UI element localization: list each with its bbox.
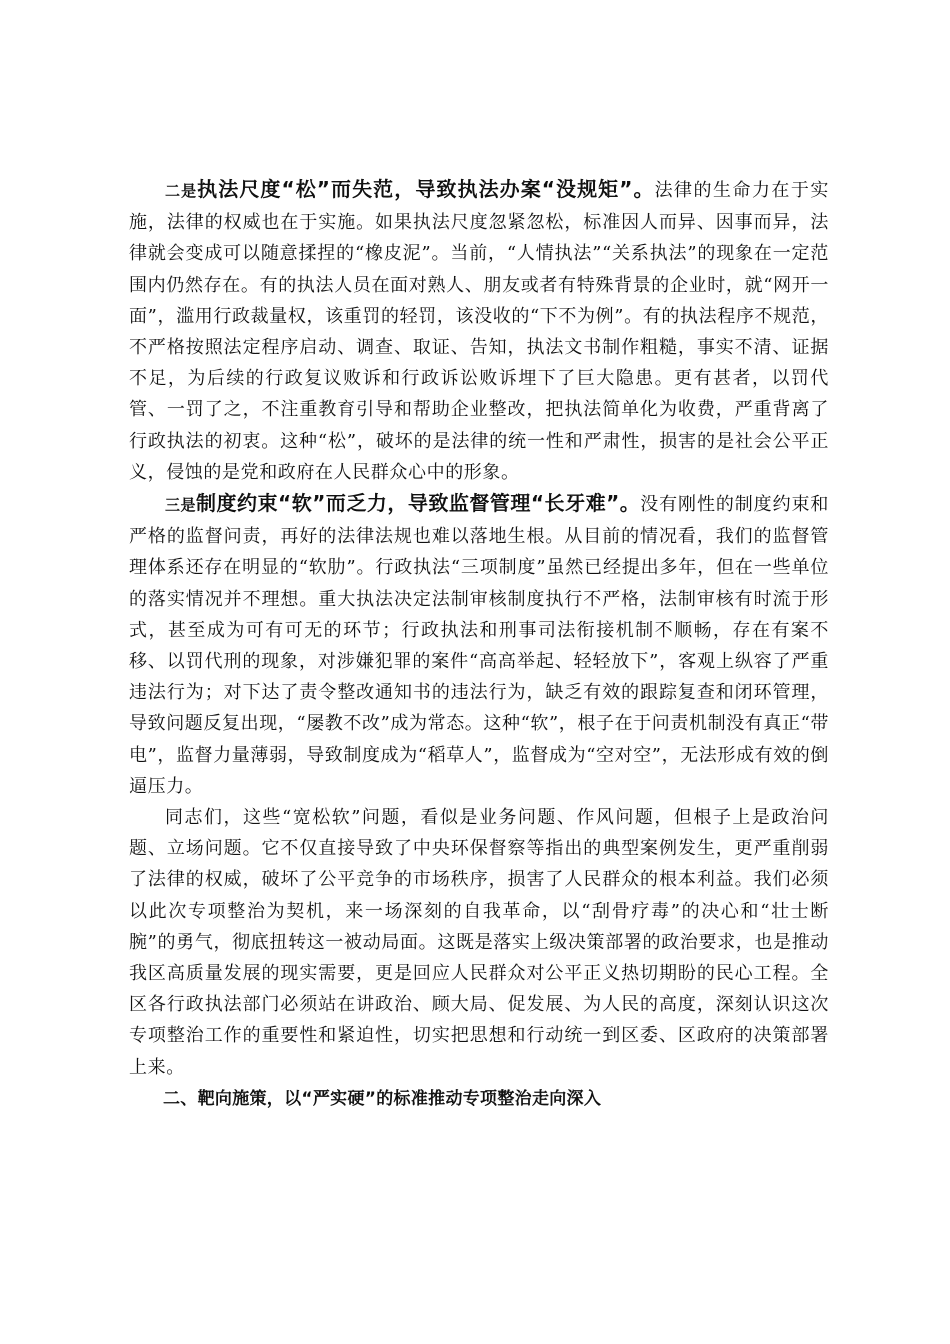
paragraph-body: 没有刚性的制度约束和严格的监督问责，再好的法律法规也难以落地生根。从目前的情况看，我们的监督管理体系还存在明显的“软肋”。行政执法“三项制度”虽然已经提出多年，但在一些单位的落实情况并不理想。重大执法决定法制审核制度执行不严格，法制审核有时流于形式，甚至成为可有可无的环节；行政执法和刑事司法衔接机制不顺畅，存在有案不移、以罚代刑的现象，对涉嫌犯罪的案件“高高举起、轻轻放下”，客观上纵容了严重违法行为；对下达了责令整改通知书的违法行为，缺乏有效的跟踪复查和闭环管理，导致问题反复出现，“屡教不改”成为常态。这种“软”，根子在于问责机制没有真正“带电”，监督力量薄弱，导致制度成为“稻草人”，监督成为“空对空”，无法形成有效的倒逼压力。 bbox=[129, 494, 830, 797]
paragraph-weak-oversight bbox=[129, 488, 829, 802]
lead-prefix: 三是 bbox=[165, 496, 197, 515]
document-page bbox=[129, 174, 829, 1115]
paragraph-lax-enforcement bbox=[129, 174, 829, 488]
paragraph-body: 同志们，这些“宽松软”问题，看似是业务问题、作风问题，但根子上是政治问题、立场问题。它不仅直接导致了中央环保督察等指出的典型案例发生，更严重削弱了法律的权威，破坏了公平竞争的市场秩序，损害了人民群众的根本利益。我们必须以此次专项整治为契机，来一场深刻的自我革命，以“刮骨疗毒”的决心和“壮士断腕”的勇气，彻底扭转这一被动局面。这既是落实上级决策部署的政治要求，也是推动我区高质量发展的现实需要，更是回应人民群众对公平正义热切期盼的民心工程。全区各行政执法部门必须站在讲政治、顾大局、促发展、为人民的高度，深刻认识这次专项整治工作的重要性和紧迫性，切实把思想和行动统一到区委、区政府的决策部署上来。 bbox=[129, 807, 829, 1078]
lead-prefix: 二是 bbox=[165, 182, 198, 200]
paragraph-comrades bbox=[129, 802, 829, 1083]
lead-heading: 执法尺度“松”而失范，导致执法办案“没规矩”。 bbox=[197, 177, 655, 201]
paragraph-lead bbox=[165, 177, 655, 201]
paragraph-lead bbox=[165, 491, 640, 515]
lead-heading: 制度约束“软”而乏力，导致监督管理“长牙难”。 bbox=[196, 491, 641, 516]
section-heading: 二、靶向施策，以“严实硬”的标准推动专项整治走向深入 bbox=[163, 1088, 602, 1109]
paragraph-body: 法律的生命力在于实施，法律的权威也在于实施。如果执法尺度忽紧忽松，标准因人而异、因事而异，法律就会变成可以随意揉捏的“橡皮泥”。当前，“人情执法”“关系执法”的现象在一定范围内仍然存在。有的执法人员在面对熟人、朋友或者有特殊背景的企业时，就“网开一面”，滥用行政裁量权，该重罚的轻罚，该没收的“下不为例”。有的执法程序不规范，不严格按照法定程序启动、调查、取证、告知，执法文书制作粗糙，事实不清、证据不足，为后续的行政复议败诉和行政诉讼败诉埋下了巨大隐患。更有甚者，以罚代管、一罚了之，不注重教育引导和帮助企业整改，把执法简单化为收费，严重背离了行政执法的初衷。这种“松”，破坏的是法律的统一性和严肃性，损害的是社会公平正义，侵蚀的是党和政府在人民群众心中的形象。 bbox=[129, 180, 829, 483]
